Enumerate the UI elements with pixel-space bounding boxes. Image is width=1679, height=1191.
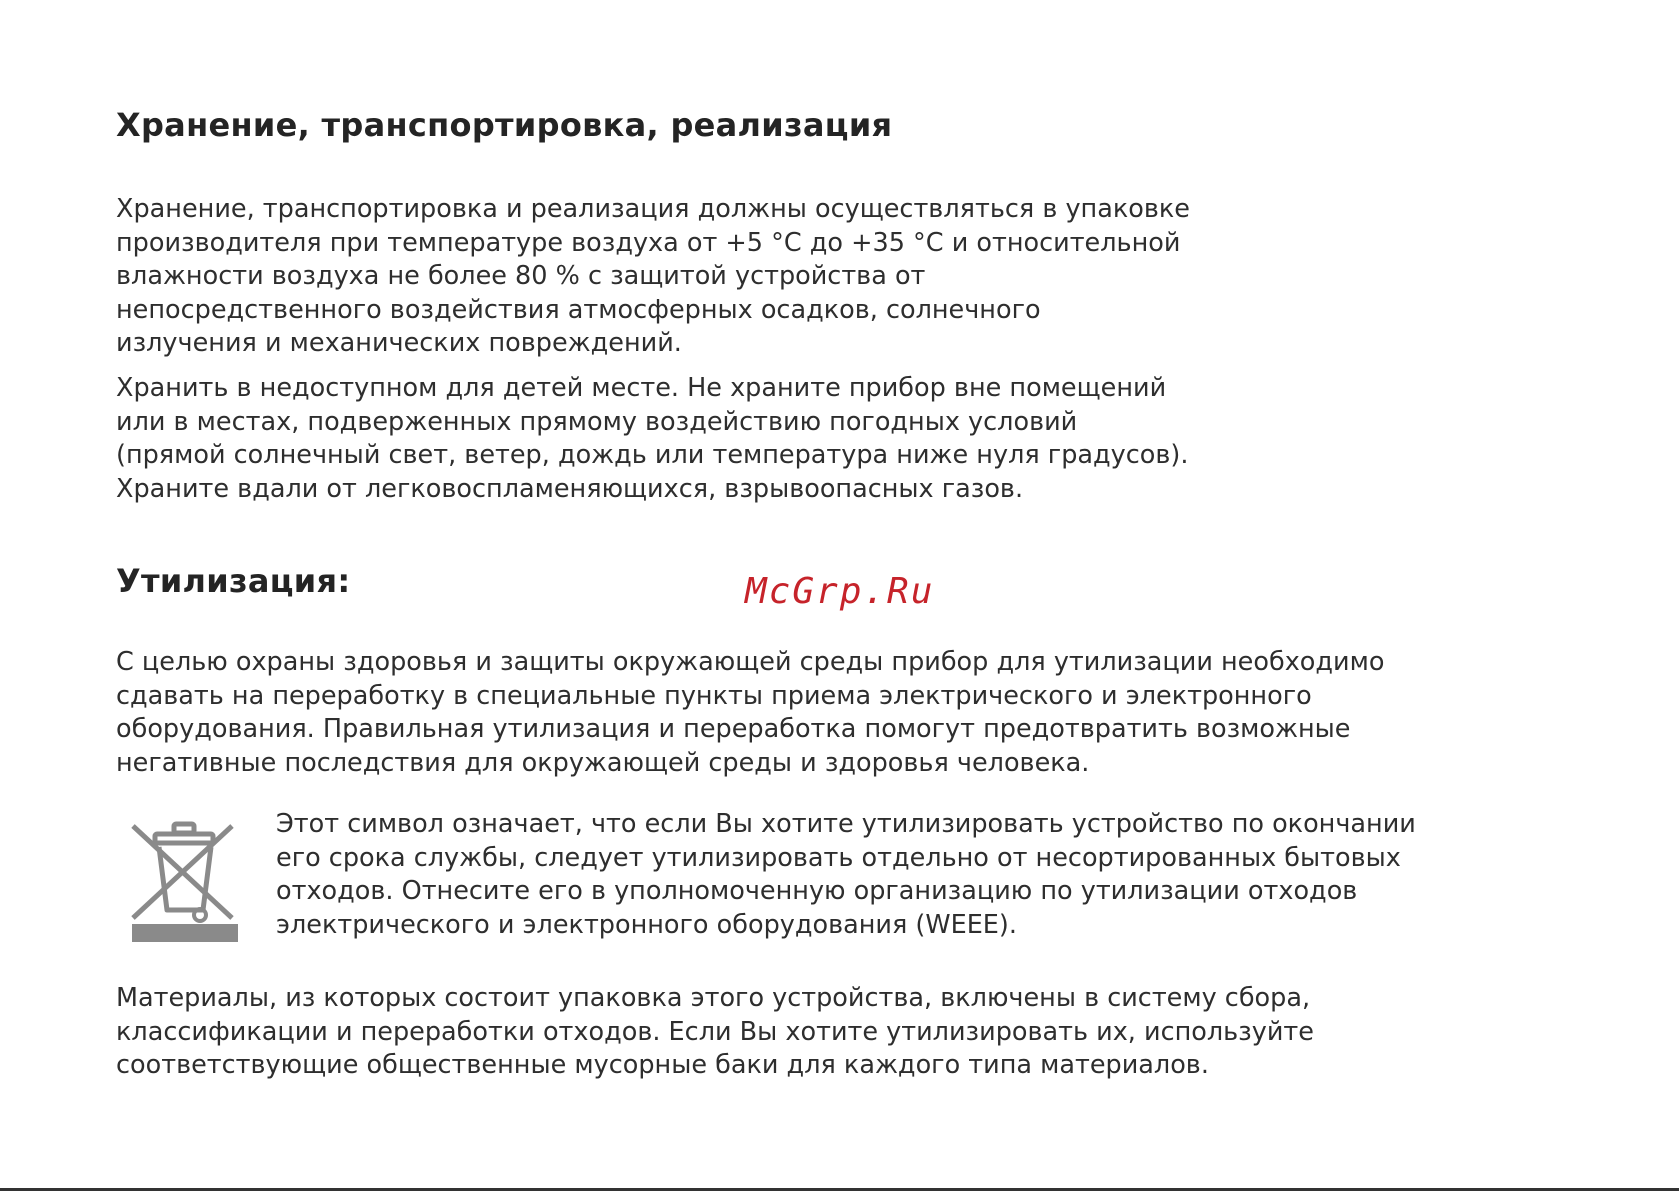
text-line: электрического и электронного оборудования (WEEE). <box>276 909 1017 940</box>
text-line: влажности воздуха не более 80 % с защитой устройства от <box>116 261 926 291</box>
text-line: непосредственного воздействия атмосферных осадков, солнечного <box>116 294 1041 325</box>
text-line: сдавать на переработку в специальные пункты приема электрического и электронного <box>116 680 1312 711</box>
text-line: (прямой солнечный свет, ветер, дождь или температура ниже нуля градусов). <box>116 440 1189 470</box>
text-line: или в местах, подверженных прямому воздействию погодных условий <box>116 406 1078 437</box>
disposal-paragraph-2 <box>116 982 1314 1083</box>
text-line: негативные последствия для окружающей среды и здоровья человека. <box>116 747 1090 778</box>
text-line: его срока службы, следует утилизировать отдельно от несортированных бытовых <box>276 842 1401 873</box>
text-line: излучения и механических повреждений. <box>116 328 682 358</box>
text-line: соответствующие общественные мусорные баки для каждого типа материалов. <box>116 1050 1209 1080</box>
storage-paragraph-2 <box>116 372 1188 506</box>
watermark-text: McGrp.Ru <box>745 571 935 612</box>
text-line: отходов. Отнесите его в уполномоченную организацию по утилизации отходов <box>276 876 1358 906</box>
text-line: оборудования. Правильная утилизация и переработка помогут предотвратить возможные <box>116 714 1351 744</box>
text-line: Материалы, из которых состоит упаковка этого устройства, включены в систему сбора, <box>116 983 1311 1013</box>
storage-paragraph-1 <box>116 193 1190 361</box>
text-line: Этот символ означает, что если Вы хотите утилизировать устройство по окончании <box>276 809 1416 839</box>
crossed-out-wheelie-bin-icon <box>130 820 240 942</box>
text-line: Хранить в недоступном для детей месте. Не храните прибор вне помещений <box>116 373 1167 403</box>
disposal-heading: Утилизация: <box>116 562 351 600</box>
weee-paragraph <box>276 808 1416 942</box>
storage-heading: Хранение, транспортировка, реализация <box>116 106 893 144</box>
text-line: Храните вдали от легковоспламеняющихся, взрывоопасных газов. <box>116 473 1024 504</box>
text-line: производителя при температуре воздуха от +5 °С до +35 °С и относительной <box>116 227 1181 258</box>
text-line: С целью охраны здоровья и защиты окружающей среды прибор для утилизации необходимо <box>116 647 1385 677</box>
disposal-paragraph-1 <box>116 646 1384 780</box>
text-line: классификации и переработки отходов. Если Вы хотите утилизировать их, используйте <box>116 1016 1314 1047</box>
text-line: Хранение, транспортировка и реализация должны осуществляться в упаковке <box>116 194 1190 224</box>
